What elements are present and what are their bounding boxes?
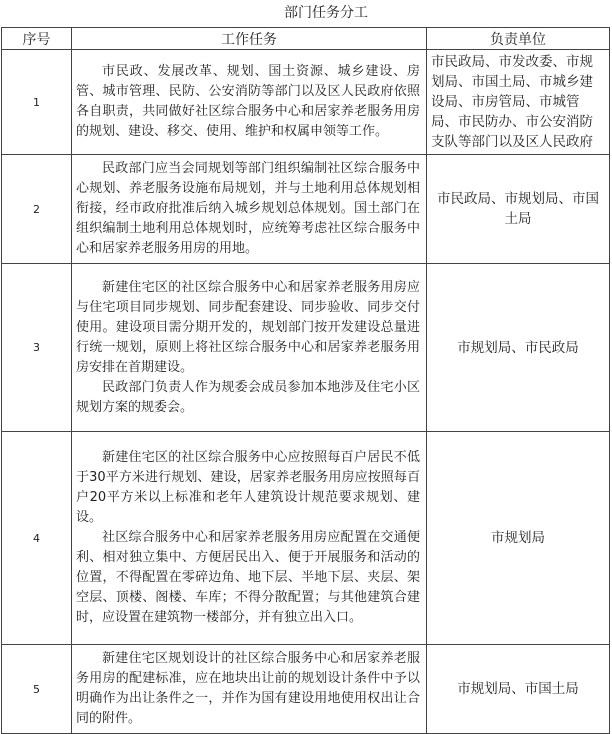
task-table	[1, 27, 610, 734]
page-title: 部门任务分工	[284, 5, 368, 21]
task-cell	[72, 432, 427, 645]
task-paragraph: 新建住宅区的社区综合服务中心应按照每百户居民不低于30平方米进行规划、建设，居家养老服务用房应按照每百户20平方米以上标准和老年人建筑设计规范要求规划、建设。	[76, 450, 420, 525]
row-number: 1	[2, 50, 72, 155]
table-row	[2, 645, 610, 734]
task-paragraph: 市民政、发展改革、规划、国土资源、城乡建设、房管、城市管理、民防、公安消防等部门以及区人民政府依照各自职责，共同做好社区综合服务中心和居家养老服务用房的规划、建设、移交、使用、维护和权属申领等工作。	[76, 64, 420, 139]
task-cell	[72, 264, 427, 432]
column-header-unit: 负责单位	[427, 28, 610, 50]
unit-cell: 市规划局、市民政局	[427, 264, 610, 432]
table-row	[2, 50, 610, 155]
row-number: 5	[2, 645, 72, 734]
task-cell	[72, 155, 427, 264]
task-paragraph: 民政部门负责人作为规委会成员参加本地涉及住宅小区规划方案的规委会。	[76, 379, 420, 415]
unit-cell: 市规划局、市国土局	[427, 645, 610, 734]
task-paragraph: 社区综合服务中心和居家养老服务用房应配置在交通便利、相对独立集中、方便居民出入、便于开展服务和活动的位置，不得配置在零碎边角、地下层、半地下层、夹层、架空层、顶楼、阁楼、车库；不得分散配置；与其他建筑合建时，应设置在建筑物一楼部分，并有独立出入口。	[76, 530, 420, 625]
task-cell	[72, 645, 427, 734]
table-row	[2, 155, 610, 264]
row-number: 4	[2, 432, 72, 645]
task-paragraph: 新建住宅区的社区综合服务中心和居家养老服务用房应与住宅项目同步规划、同步配套建设、同步验收、同步交付使用。建设项目需分期开发的，规划部门按开发建设总量进行统一规划，原则上将社区综合服务中心和居家养老服务用房安排在首期建设。	[76, 279, 420, 375]
task-paragraph: 民政部门应当会同规划等部门组织编制社区综合服务中心规划、养老服务设施布局规划，并与土地利用总体规划相衔接，经市政府批准后纳入城乡规划总体规划。国土部门在组织编制土地利用总体规划时，应统筹考虑社区综合服务中心和居家养老服务用房的用地。	[76, 161, 420, 256]
column-header-task: 工作任务	[72, 28, 427, 50]
unit-cell: 市规划局	[427, 432, 610, 645]
row-number: 2	[2, 155, 72, 264]
unit-cell: 市民政局、市发改委、市规划局、市国土局、市城乡建设局、市房管局、市城管局、市民防办、市公安消防支队等部门以及区人民政府	[427, 50, 610, 155]
table-header-row	[2, 28, 610, 50]
unit-cell: 市民政局、市规划局、市国土局	[427, 155, 610, 264]
row-number: 3	[2, 264, 72, 432]
table-row	[2, 264, 610, 432]
task-cell	[72, 50, 427, 155]
table-row	[2, 432, 610, 645]
column-header-no: 序号	[2, 28, 72, 50]
task-paragraph: 新建住宅区规划设计的社区综合服务中心和居家养老服务用房的配建标准，应在地块出让前的规划设计条件中予以明确作为出让条件之一，并作为国有建设用地使用权出让合同的附件。	[76, 651, 420, 726]
